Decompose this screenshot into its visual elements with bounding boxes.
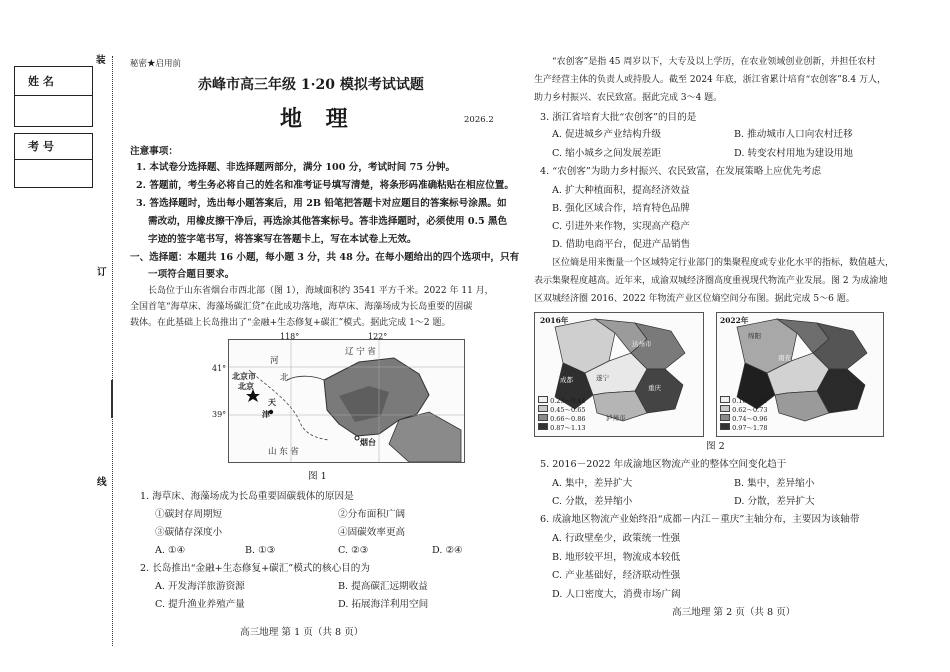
notice-5: 字迹的签字笔书写，将答案写在答题卡上，写在本试卷上无效。 [148, 234, 417, 245]
map1-label-tianjin: 天 [268, 397, 276, 407]
passage1-line2: 全国首笔“海草床、海藻场碳汇贷”在此成功落地，海草床、海藻场成为长岛重要的固碳 [130, 302, 473, 312]
q6-option-b[interactable]: B. 地形较平坦，物流成本较低 [552, 552, 681, 563]
q1-option-a[interactable]: A. ①④ [155, 545, 186, 556]
right-page-footer: 高三地理 第 2 页（共 8 页） [672, 607, 796, 618]
legend-2022-item-1: 0.10～0.61 [720, 396, 800, 405]
passage3-line1: 区位熵是用来衡量一个区域特定行业部门的集聚程度或专业化水平的指标，数值越大， [552, 258, 895, 268]
passage3-line3: 区双城经济圈 2016、2022 年物流产业区位熵空间分布图。据此完成 5～6 题。 [534, 294, 855, 304]
q3-option-c[interactable]: C. 缩小城乡之间发展差距 [552, 148, 662, 159]
q5-stem: 5. 2016－2022 年成渝地区物流产业的整体空间变化趋于 [540, 459, 787, 470]
id-label: 考 号 [28, 140, 54, 153]
map2-year-2022: 2022年 [720, 316, 749, 325]
notice-4: 需改动，用橡皮擦干净后，再选涂其他答案标号。答非选择题时，必须使用 0.5 黑色 [148, 216, 508, 227]
q5-option-d[interactable]: D. 分散，差异扩大 [734, 496, 815, 507]
binding-dotted-line [112, 56, 113, 646]
q1-stem: 1. 海草床、海藻场成为长岛重要固碳载体的原因是 [140, 491, 354, 502]
map1-label-beijing: 北京市 [232, 371, 256, 381]
legend-2022-item-2: 0.62～0.73 [720, 405, 800, 414]
q1-item-3: ③碳储存深度小 [155, 527, 223, 538]
q1-option-b[interactable]: B. ①③ [245, 545, 276, 556]
notice-3: 3. 答选择题时，选出每小题答案后，用 2B 铅笔把答题卡对应题目的答案标号涂黑。如 [136, 198, 507, 209]
map2-city-chongqing: 重庆 [648, 384, 661, 392]
q1-item-2: ②分布面积广阔 [338, 509, 406, 520]
legend-2016-item-4: 0.87～1.13 [538, 423, 618, 432]
binding-solid-mark [111, 380, 113, 418]
q4-option-c[interactable]: C. 引进外来作物，实现高产稳产 [552, 221, 690, 232]
q6-option-d[interactable]: D. 人口密度大，消费市场广阔 [552, 589, 681, 600]
binding-label-zhuang: 装 [96, 55, 106, 66]
secret-mark: 秘密★启用前 [130, 59, 182, 69]
q1-option-d[interactable]: D. ②④ [432, 545, 463, 556]
q2-option-d[interactable]: D. 拓展海洋利用空间 [338, 599, 429, 610]
q3-option-b[interactable]: B. 推动城市人口向农村迁移 [734, 129, 853, 140]
map1-lat-41: 41° [212, 364, 227, 373]
map1-label-yantai: 烟台 [360, 437, 376, 447]
q1-item-1: ①碳封存周期短 [155, 509, 223, 520]
map1-label-tianjin2: 津 [262, 409, 270, 419]
q5-option-a[interactable]: A. 集中，差异扩大 [552, 478, 633, 489]
q6-option-a[interactable]: A. 行政壁垒少，政策统一性强 [552, 533, 681, 544]
map2-year-2016: 2016年 [540, 316, 569, 325]
name-box[interactable] [14, 66, 93, 127]
q2-option-b[interactable]: B. 提高碳汇远期收益 [338, 581, 428, 592]
map2-city-mianyang: 绵阳 [748, 332, 761, 340]
map1-label-liaoning: 辽 宁 省 [345, 347, 376, 357]
q2-stem: 2. 长岛推出“金融+生态修复+碳汇”模式的核心目的为 [140, 563, 370, 574]
map-1-coastline [287, 376, 324, 380]
map2-legend-2022 [720, 396, 800, 432]
notice-heading: 注意事项： [130, 146, 178, 157]
passage3-line2: 表示集聚程度越高。近年来，成渝双城经济圈高度重视现代物流产业发展。图 2 为成渝地 [534, 276, 888, 286]
name-label: 姓 名 [28, 75, 54, 88]
q1-option-c[interactable]: C. ②③ [338, 545, 369, 556]
map2-city-chengdu: 成都 [560, 376, 573, 384]
passage1-line3: 载体。在此基础上长岛推出了“金融+生态修复+碳汇”模式。据此完成 1～2 题。 [130, 318, 451, 328]
q4-option-d[interactable]: D. 借助电商平台，促进产品销售 [552, 239, 691, 250]
map1-label-shandong: 山 东 省 [268, 447, 299, 457]
passage1-line1: 长岛位于山东省烟台市西北部（图 1），海域面积约 3541 平方千米。2022 年 11 月， [148, 286, 494, 296]
subject-title: 地 理 [280, 106, 356, 132]
binding-label-xian: 线 [97, 477, 107, 488]
binding-label-ding: 订 [97, 267, 107, 278]
legend-2022-item-3: 0.74～0.96 [720, 414, 800, 423]
passage2-line3: 助力乡村振兴、农民致富。据此完成 3～4 题。 [534, 93, 723, 103]
map1-caption: 图 1 [308, 471, 327, 482]
map1-lon-122: 122° [368, 332, 388, 341]
notice-2: 2. 答题前，考生务必将自己的姓名和准考证号填写清楚，将条形码准确粘贴在相应位置。 [136, 180, 514, 191]
section1-line1: 一、选择题：本题共 16 小题，每小题 3 分，共 48 分。在每小题给出的四个选项中，只有 [130, 252, 520, 263]
q5-option-c[interactable]: C. 分散，差异缩小 [552, 496, 633, 507]
map-1-province-border [249, 370, 329, 440]
map1-label-hebei: 河 [270, 356, 279, 366]
id-box[interactable] [14, 133, 93, 188]
map1-lon-118: 118° [280, 332, 300, 341]
map-1-changdao-dot [355, 436, 359, 440]
exam-date: 2026.2 [464, 115, 494, 125]
map2-caption: 图 2 [706, 441, 725, 452]
map2-city-nanchong: 南充 [778, 354, 791, 362]
q6-option-c[interactable]: C. 产业基础好，经济联动性强 [552, 570, 681, 581]
q5-option-b[interactable]: B. 集中，差异缩小 [734, 478, 815, 489]
map1-label-beijing-city: 北京 [238, 381, 254, 391]
map2-city-luzhou: 泸州市 [606, 414, 626, 422]
q2-option-a[interactable]: A. 开发海洋旅游资源 [155, 581, 245, 592]
q2-option-c[interactable]: C. 提升渔业养殖产量 [155, 599, 245, 610]
legend-2022-item-4: 0.97～1.78 [720, 423, 800, 432]
exam-title: 赤峰市高三年级 1·20 模拟考试试题 [198, 77, 424, 93]
map-1-yellow-sea [389, 412, 461, 462]
q6-stem: 6. 成渝地区物流产业始终沿“成都－内江－重庆”主轴分布，主要因为该轴带 [540, 514, 860, 525]
notice-1: 1. 本试卷分选择题、非选择题两部分，满分 100 分，考试时间 75 分钟。 [136, 162, 456, 173]
legend-2016-item-3: 0.66～0.86 [538, 414, 618, 423]
legend-2016-item-2: 0.45～0.65 [538, 405, 618, 414]
map1-lat-39: 39° [212, 410, 227, 419]
q3-option-d[interactable]: D. 转变农村用地为建设用地 [734, 148, 853, 159]
q4-stem: 4. “农创客”为助力乡村振兴、农民致富，在发展策略上应优先考虑 [540, 166, 822, 177]
section1-line2: 一项符合题目要求。 [148, 269, 235, 280]
passage2-line1: “农创客”是指 45 周岁以下，大专及以上学历，在农业领域创业创新，并担任农村 [552, 57, 876, 67]
q3-stem: 3. 浙江省培育大批“农创客”的目的是 [540, 112, 697, 123]
legend-2016-item-1: 0.23～0.44 [538, 396, 618, 405]
q4-option-a[interactable]: A. 扩大种植面积，提高经济效益 [552, 185, 690, 196]
q1-item-4: ④固碳效率更高 [338, 527, 406, 538]
passage2-line2: 生产经营主体的负责人或持股人。截至 2024 年底，浙江省累计培育“农创客”8.4 万人， [534, 75, 887, 85]
map1-label-hebei2: 北 [280, 373, 289, 383]
q4-option-b[interactable]: B. 强化区域合作，培育特色品牌 [552, 203, 690, 214]
left-page-footer: 高三地理 第 1 页（共 8 页） [240, 627, 364, 638]
q3-option-a[interactable]: A. 促进城乡产业结构升级 [552, 129, 661, 140]
map2-city-suining: 遂宁 [596, 374, 609, 382]
map2-city-dazhou: 达州市 [632, 340, 652, 348]
